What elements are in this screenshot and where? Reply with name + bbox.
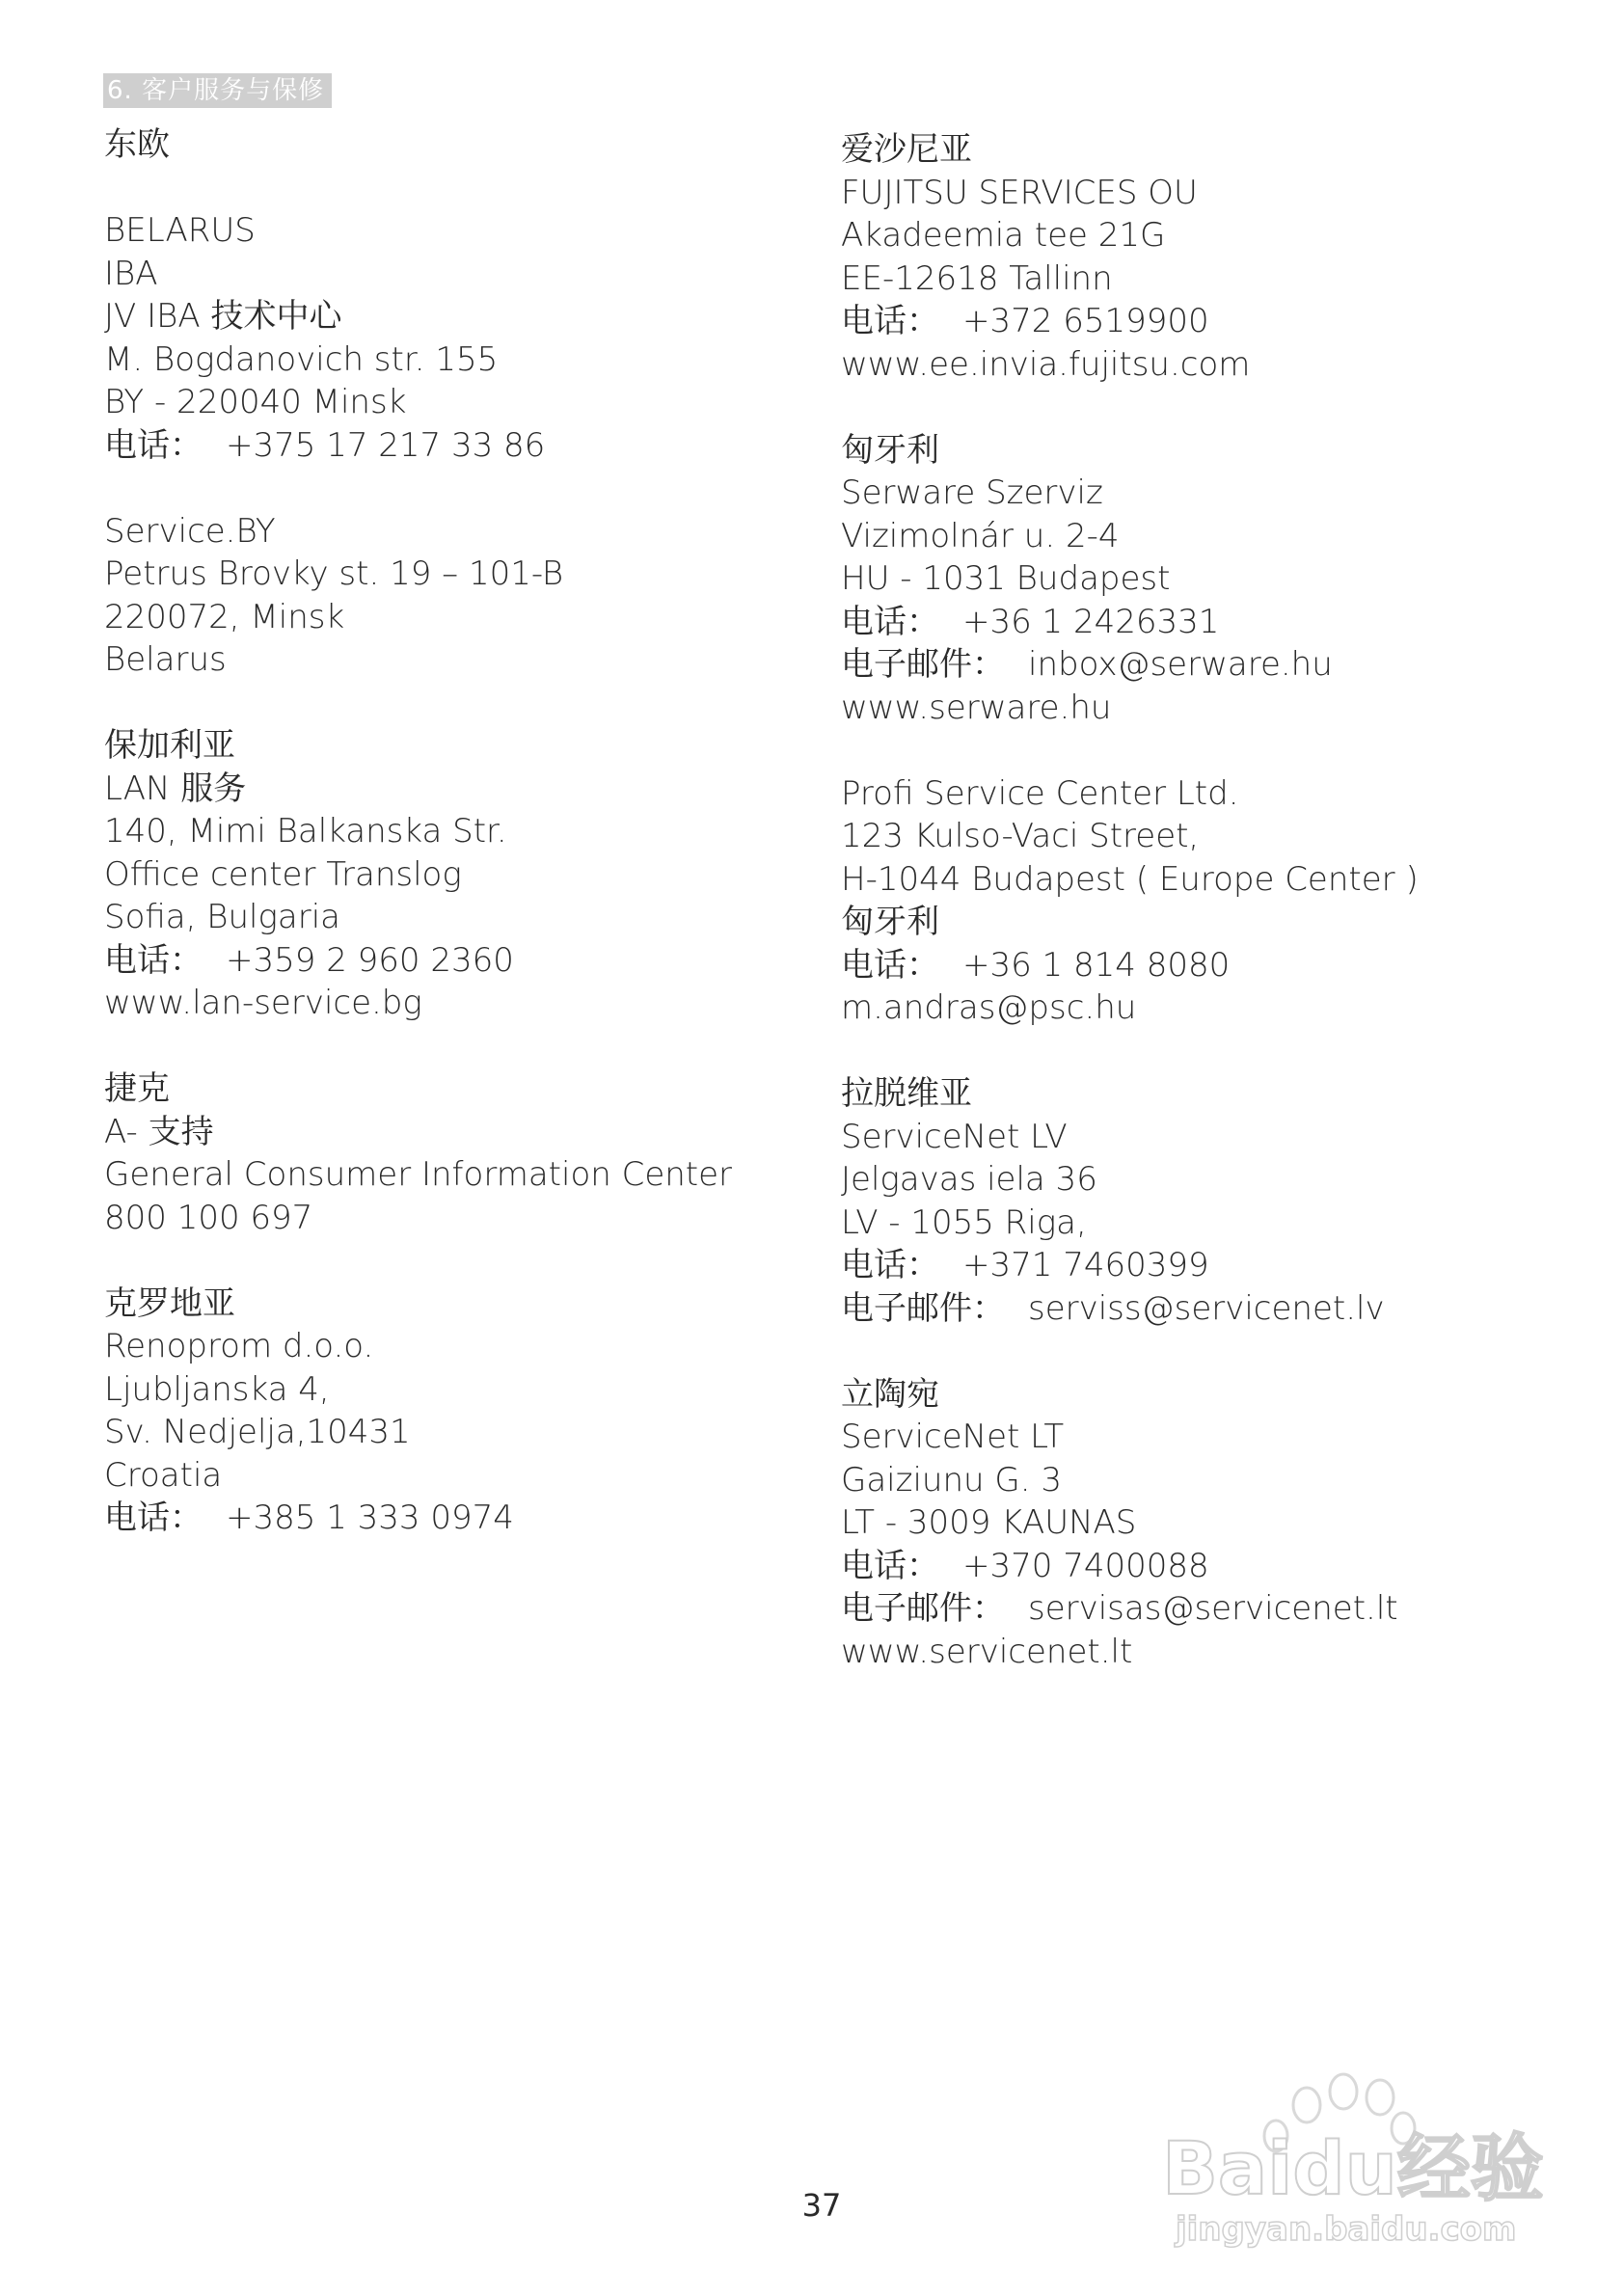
- email-label: 电子邮件：: [841, 1288, 1005, 1328]
- email-link[interactable]: inbox@serware.hu: [1028, 645, 1333, 684]
- email-label: 电子邮件：: [841, 1589, 1005, 1628]
- phone-line: [104, 1497, 818, 1540]
- watermark-url: jingyan.baidu.com: [1176, 2210, 1517, 2249]
- contact-block-estonia: [841, 128, 1574, 386]
- phone-line: [841, 1545, 1574, 1588]
- phone-label: 电话：: [841, 302, 939, 340]
- contact-line: BELARUS: [104, 211, 256, 250]
- contact-line: Gaiziunu G. 3: [841, 1460, 1062, 1499]
- contact-line: Ljubljanska 4,: [104, 1369, 330, 1409]
- contact-block-belarus-iba: [104, 209, 818, 467]
- email-link[interactable]: serviss@servicenet.lv: [1028, 1288, 1385, 1328]
- phone-label: 电话：: [104, 425, 203, 465]
- contact-line: H-1044 Budapest ( Europe Center ): [841, 859, 1419, 899]
- website-link[interactable]: www.lan-service.bg: [104, 984, 422, 1022]
- contact-line: ServiceNet LV: [841, 1117, 1068, 1156]
- watermark-brand: Baidu经验: [1162, 2125, 1544, 2211]
- phone-number: +359 2 960 2360: [226, 940, 514, 980]
- contact-block-lithuania: [841, 1373, 1574, 1674]
- email-line: [841, 1287, 1574, 1331]
- right-column: [841, 128, 1574, 1716]
- contact-line: Akadeemia tee 21G: [841, 216, 1166, 255]
- country-heading: 匈牙利: [841, 430, 939, 470]
- contact-block-czech: [104, 1067, 818, 1239]
- region-title: 东欧: [104, 125, 170, 164]
- contact-block-bulgaria: [104, 724, 818, 1025]
- website-link[interactable]: www.servicenet.lt: [841, 1632, 1133, 1671]
- contact-line: Renoprom d.o.o.: [104, 1327, 374, 1365]
- contact-line: Sofia, Bulgaria: [104, 898, 341, 936]
- contact-line: FUJITSU SERVICES OU: [841, 173, 1198, 212]
- contact-line: Service.BY: [104, 511, 276, 551]
- contact-line: Office center Translog: [104, 854, 462, 894]
- phone-label: 电话：: [841, 1546, 939, 1585]
- email-line: [841, 643, 1574, 687]
- email-line: [841, 1587, 1574, 1631]
- contact-line: EE-12618 Tallinn: [841, 258, 1113, 298]
- contact-line: A- 支持: [104, 1112, 214, 1151]
- contact-line: LAN 服务: [104, 769, 247, 808]
- country-heading: 保加利亚: [104, 726, 235, 765]
- contact-line: Croatia: [104, 1455, 223, 1495]
- contact-block-service-by: [104, 510, 818, 682]
- phone-line: [841, 300, 1574, 343]
- phone-label: 电话：: [841, 602, 939, 641]
- country-heading: 拉脱维亚: [841, 1074, 972, 1113]
- left-column: [104, 123, 818, 1582]
- contact-line: LT - 3009 KAUNAS: [841, 1503, 1137, 1542]
- contact-line: Vizimolnár u. 2-4: [841, 516, 1120, 555]
- phone-line: [104, 424, 818, 468]
- contact-line: Jelgavas iela 36: [841, 1160, 1097, 1199]
- contact-line: Sv. Nedjelja,10431: [104, 1413, 411, 1451]
- email-label: 电子邮件：: [841, 645, 1005, 684]
- contact-line: 123 Kulso-Vaci Street,: [841, 817, 1200, 855]
- contact-line: M. Bogdanovich str. 155: [104, 339, 499, 379]
- contact-line: 220072, Minsk: [104, 597, 345, 636]
- phone-number: +36 1 814 8080: [962, 945, 1231, 985]
- contact-line: HU - 1031 Budapest: [841, 559, 1171, 598]
- country-heading: 立陶宛: [841, 1374, 939, 1414]
- contact-line: 140, Mimi Balkanska Str.: [104, 812, 507, 851]
- contact-line: Petrus Brovky st. 19 – 101-B: [104, 554, 564, 593]
- contact-block-hungary-serware: [841, 429, 1574, 730]
- phone-label: 电话：: [104, 940, 203, 980]
- phone-number: +371 7460399: [962, 1246, 1209, 1284]
- contact-block-hungary-profi: [841, 772, 1574, 1030]
- phone-number: +370 7400088: [962, 1546, 1209, 1585]
- section-tab: 6. 客户服务与保修: [103, 73, 332, 108]
- contact-block-latvia: [841, 1072, 1574, 1330]
- phone-number: +36 1 2426331: [962, 602, 1220, 641]
- contact-line: Belarus: [104, 640, 227, 679]
- phone-label: 电话：: [104, 1499, 203, 1537]
- contact-line: ServiceNet LT: [841, 1418, 1065, 1456]
- contact-line: Profi Service Center Ltd.: [841, 773, 1239, 813]
- contact-line: General Consumer Information Center: [104, 1155, 733, 1194]
- contact-line: 800 100 697: [104, 1198, 313, 1237]
- phone-number: +385 1 333 0974: [226, 1499, 514, 1537]
- country-heading: 捷克: [104, 1069, 170, 1108]
- phone-line: [841, 1244, 1574, 1287]
- contact-line: BY - 220040 Minsk: [104, 383, 407, 421]
- contact-line: IBA: [104, 254, 158, 293]
- phone-number: +375 17 217 33 86: [226, 425, 546, 465]
- page-number: 37: [801, 2187, 842, 2224]
- contact-line: JV IBA 技术中心: [104, 297, 342, 336]
- phone-line: [104, 939, 818, 983]
- website-link[interactable]: www.serware.hu: [841, 688, 1112, 727]
- contact-block-croatia: [104, 1283, 818, 1540]
- country-heading: 爱沙尼亚: [841, 130, 972, 169]
- country-heading: 克罗地亚: [104, 1283, 235, 1323]
- phone-line: [841, 601, 1574, 644]
- contact-line: Serware Szerviz: [841, 473, 1103, 512]
- email-link[interactable]: servisas@servicenet.lt: [1028, 1589, 1398, 1628]
- contact-line: LV - 1055 Riga,: [841, 1202, 1087, 1242]
- email-link[interactable]: m.andras@psc.hu: [841, 988, 1137, 1027]
- website-link[interactable]: www.ee.invia.fujitsu.com: [841, 344, 1251, 384]
- phone-line: [841, 944, 1574, 987]
- phone-label: 电话：: [841, 945, 939, 985]
- phone-number: +372 6519900: [962, 302, 1209, 340]
- baidu-watermark-logo: [1162, 2059, 1548, 2252]
- contact-line: 匈牙利: [841, 903, 939, 941]
- phone-label: 电话：: [841, 1246, 939, 1284]
